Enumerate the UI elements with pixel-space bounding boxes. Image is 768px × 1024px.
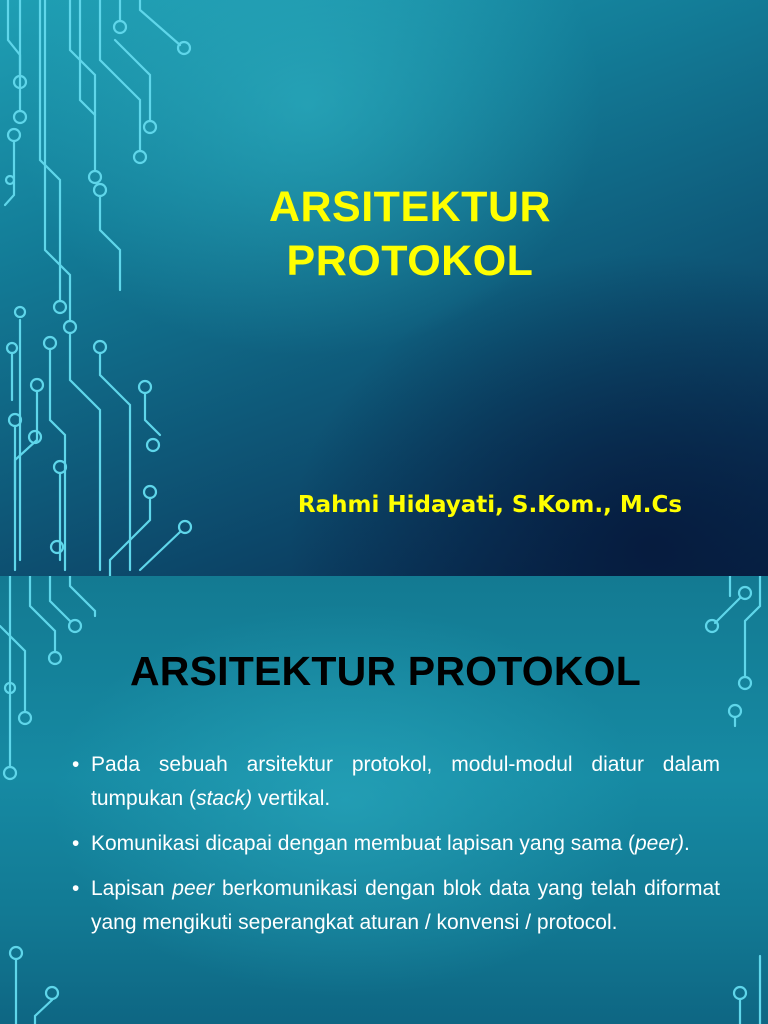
title-line-2: PROTOKOL — [286, 237, 534, 285]
bullet-item: • Lapisan peer berkomunikasi dengan blok data yang telah diformat yang mengikuti seperangkat aturan / konvensi / protocol. — [72, 872, 720, 940]
content-slide — [0, 576, 768, 1024]
bullet-item: • Komunikasi dicapai dengan membuat lapisan yang sama (peer). — [72, 827, 720, 861]
bullet-dot: • — [72, 877, 80, 900]
title-line-1: ARSITEKTUR — [268, 183, 552, 231]
bullet-dot: • — [72, 753, 80, 776]
slide-title-2: ARSITEKTUR PROTOKOL — [130, 648, 641, 694]
bullet-list — [72, 748, 720, 951]
bullet-item: • Pada sebuah arsitektur protokol, modul-modul diatur dalam tumpukan (stack) vertikal. — [72, 748, 720, 816]
slide-title — [210, 180, 610, 288]
bullet-dot: • — [72, 832, 80, 855]
author-name: Rahmi Hidayati, S.Kom., M.Cs — [297, 492, 683, 518]
